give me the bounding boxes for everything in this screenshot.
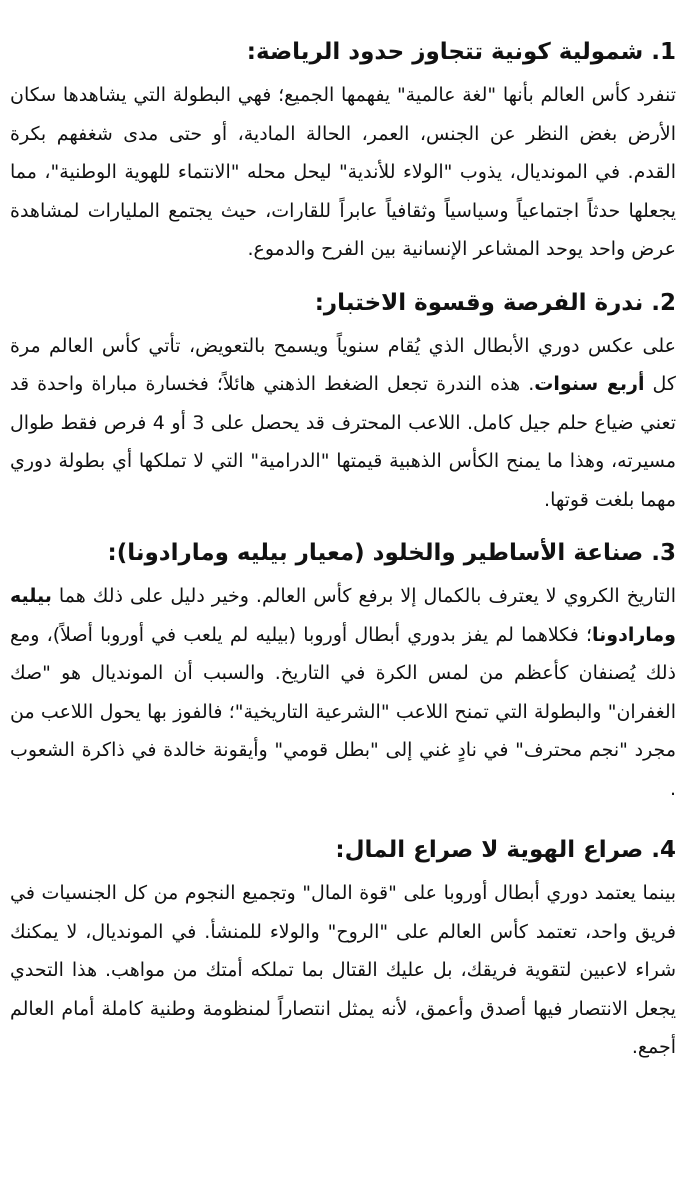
section-4-title: 4. صراع الهوية لا صراع المال: <box>335 837 676 863</box>
section-2-text-part-1: على عكس دوري الأبطال الذي يُقام سنوياً ويسمح بالتعويض، تأتي كأس العالم مرة كل <box>10 334 676 395</box>
section-4 <box>10 830 676 1067</box>
section-3-title: 3. صناعة الأساطير والخلود (معيار بيليه ومارادونا): <box>107 540 676 566</box>
section-1 <box>10 32 676 269</box>
section-1-title: 1. شمولية كونية تتجاوز حدود الرياضة: <box>246 39 676 65</box>
section-2 <box>10 283 676 520</box>
section-2-title: 2. ندرة الفرصة وقسوة الاختبار: <box>314 289 676 316</box>
section-4-text: بينما يعتمد دوري أبطال أوروبا على "قوة المال" وتجميع النجوم من كل الجنسيات في فريق واحد، تعتمد كأس العالم على "الروح" والولاء للمنشأ. في المونديال، لا يمكنك شراء لاعبين لتقوية فريقك، بل عليك القتال بما تملكه أمتك من مواهب. هذا التحدي يجعل الانتصار فيها أصدق وأعمق، لأنه يمثل انتصاراً لمنظومة وطنية كاملة أمام العالم أجمع. <box>10 882 676 1058</box>
section-2-emphasis: أربع سنوات <box>534 373 645 395</box>
section-1-text: تنفرد كأس العالم بأنها "لغة عالمية" يفهمها الجميع؛ فهي البطولة التي يشاهدها سكان الأرض بغض النظر عن الجنس، العمر، الحالة المادية، أو حتى مدى شغفهم بكرة القدم. في المونديال، يذوب "الولاء للأندية" ليحل محله "الانتماء للهوية الوطنية"، مما يجعلها حدثاً اجتماعياً وسياسياً وثقافياً عابراً للقارات، حيث يجتمع المليارات لمشاهدة عرض واحد يوحد المشاعر الإنسانية بين الفرح والدموع. <box>10 84 676 260</box>
section-3-text-part-2: ؛ فكلاهما لم يفز بدوري أبطال أوروبا (بيليه لم يلعب في أوروبا أصلاً)، ومع ذلك يُصنفان كأعظم من لمس الكرة في التاريخ. والسبب أن المونديال هو "صك الغفران" والبطولة التي تمنح اللاعب "الشرعية التاريخية"؛ فالفوز بها يحول اللاعب من مجرد "نجم محترف" في نادٍ غني إلى "بطل قومي" وأيقونة خالدة في ذاكرة الشعوب . <box>10 623 676 800</box>
section-3-text-part-1: التاريخ الكروي لا يعترف بالكمال إلا برفع كأس العالم. وخير دليل على ذلك هما <box>51 585 676 607</box>
section-1-body <box>10 76 676 269</box>
section-3-emphasis: بيليه ومارادونا <box>10 585 676 646</box>
section-3-body <box>10 577 676 808</box>
section-4-body <box>10 874 676 1067</box>
section-2-text-part-2: . هذه الندرة تجعل الضغط الذهني هائلاً؛ فخسارة مباراة واحدة قد تعني ضياع حلم جيل كامل. اللاعب المحترف قد يحصل على 3 أو 4 فرص فقط طوال مسيرته، وهذا ما يمنح الكأس الذهبية قيمتها "الدرامية" التي لا تملكها أي بطولة دوري مهما بلغت قوتها. <box>10 373 676 511</box>
section-3 <box>10 533 676 808</box>
section-2-body <box>10 327 676 520</box>
